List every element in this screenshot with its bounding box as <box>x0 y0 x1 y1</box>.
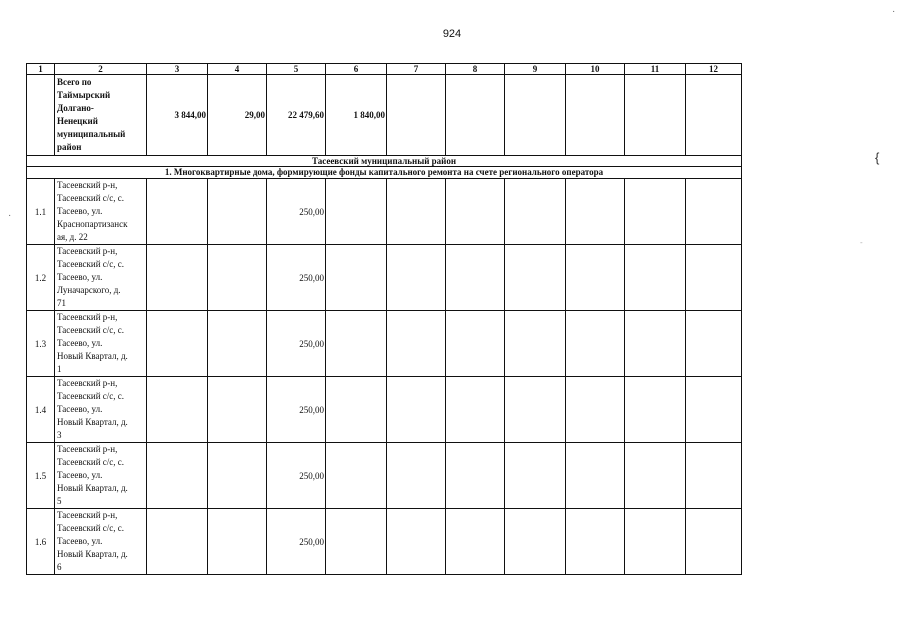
empty-cell <box>326 245 387 311</box>
table-row <box>27 377 742 443</box>
empty-cell <box>147 509 208 575</box>
address-cell <box>55 179 147 245</box>
empty-cell <box>387 245 446 311</box>
total-label-line: Долгано- <box>57 103 94 113</box>
total-value-col12 <box>686 75 742 156</box>
total-label-line: Таймырский <box>57 90 111 100</box>
column-header: 3 <box>147 64 208 75</box>
column-header: 11 <box>625 64 686 75</box>
address-line: 6 <box>57 562 62 572</box>
empty-cell <box>208 245 267 311</box>
empty-cell <box>326 377 387 443</box>
district-title: Тасеевский муниципальный район <box>27 156 742 167</box>
address-cell <box>55 443 147 509</box>
row-number: 1.6 <box>27 509 55 575</box>
row-number: 1.2 <box>27 245 55 311</box>
empty-cell <box>566 245 625 311</box>
empty-cell <box>505 179 566 245</box>
value-col5: 250,00 <box>267 443 326 509</box>
empty-cell <box>147 245 208 311</box>
column-header: 5 <box>267 64 326 75</box>
column-header: 1 <box>27 64 55 75</box>
table-row <box>27 311 742 377</box>
column-header: 2 <box>55 64 147 75</box>
empty-cell <box>446 245 505 311</box>
empty-cell <box>505 311 566 377</box>
address-line: Тасеево, ул. <box>57 470 103 480</box>
empty-cell <box>446 377 505 443</box>
scan-mark: · <box>892 6 896 17</box>
total-label-line: район <box>57 142 82 152</box>
empty-cell <box>625 179 686 245</box>
address-line: Тасеевский р-н, <box>57 246 118 256</box>
empty-cell <box>326 179 387 245</box>
address-line: ая, д. 22 <box>57 232 88 242</box>
empty-cell <box>566 509 625 575</box>
address-line: Новый Квартал, д. <box>57 417 128 427</box>
address-line: Луначарского, д. <box>57 285 121 295</box>
address-line: Тасеевский р-н, <box>57 378 118 388</box>
table-row <box>27 245 742 311</box>
value-col5: 250,00 <box>267 377 326 443</box>
total-row-label <box>55 75 147 156</box>
empty-cell <box>147 443 208 509</box>
empty-cell <box>387 377 446 443</box>
total-value-col10 <box>566 75 625 156</box>
empty-cell <box>147 179 208 245</box>
total-label-line: Всего по <box>57 77 92 87</box>
address-line: Тасеевский р-н, <box>57 510 118 520</box>
empty-cell <box>387 311 446 377</box>
address-line: 71 <box>57 298 66 308</box>
page-number: 924 <box>442 28 462 40</box>
empty-cell <box>387 443 446 509</box>
total-row <box>27 75 742 156</box>
column-header: 9 <box>505 64 566 75</box>
empty-cell <box>446 311 505 377</box>
empty-cell <box>566 179 625 245</box>
address-line: Тасеево, ул. <box>57 536 103 546</box>
value-col5: 250,00 <box>267 311 326 377</box>
row-number: 1.5 <box>27 443 55 509</box>
empty-cell <box>686 245 742 311</box>
address-line: Тасеево, ул. <box>57 338 103 348</box>
address-cell <box>55 377 147 443</box>
empty-cell <box>625 443 686 509</box>
scan-bracket-mark: { <box>875 150 880 165</box>
empty-cell <box>387 509 446 575</box>
total-label-line: Ненецкий <box>57 116 98 126</box>
empty-cell <box>505 245 566 311</box>
empty-cell <box>686 443 742 509</box>
total-value-col6: 1 840,00 <box>326 75 387 156</box>
empty-cell <box>446 443 505 509</box>
address-line: Тасеевский р-н, <box>57 180 118 190</box>
row-number: 1.3 <box>27 311 55 377</box>
address-line: Новый Квартал, д. <box>57 483 128 493</box>
empty-cell <box>625 311 686 377</box>
empty-cell <box>505 377 566 443</box>
row-number: 1.4 <box>27 377 55 443</box>
empty-cell <box>625 245 686 311</box>
section-title: 1. Многоквартирные дома, формирующие фонды капитального ремонта на счете регионального оператора <box>27 167 742 179</box>
row-number: 1.1 <box>27 179 55 245</box>
empty-cell <box>326 443 387 509</box>
empty-cell <box>326 509 387 575</box>
total-value-col3: 3 844,00 <box>147 75 208 156</box>
column-header: 12 <box>686 64 742 75</box>
empty-cell <box>566 443 625 509</box>
column-number-header-row <box>27 64 742 75</box>
total-value-col11 <box>625 75 686 156</box>
empty-cell <box>566 377 625 443</box>
empty-cell <box>147 377 208 443</box>
empty-cell <box>208 311 267 377</box>
total-value-col9 <box>505 75 566 156</box>
address-line: Тасеевский р-н, <box>57 312 118 322</box>
address-cell <box>55 509 147 575</box>
table-row <box>27 443 742 509</box>
address-line: Тасеевский с/с, с. <box>57 259 125 269</box>
empty-cell <box>208 377 267 443</box>
empty-cell <box>208 509 267 575</box>
empty-cell <box>208 179 267 245</box>
section-title-row <box>27 167 742 179</box>
address-line: Тасеевский с/с, с. <box>57 523 125 533</box>
column-header: 7 <box>387 64 446 75</box>
empty-cell <box>208 443 267 509</box>
table-row <box>27 509 742 575</box>
address-line: Новый Квартал, д. <box>57 549 128 559</box>
total-value-col5: 22 479,60 <box>267 75 326 156</box>
address-line: Тасеево, ул. <box>57 404 103 414</box>
total-row-number-cell <box>27 75 55 156</box>
total-value-col8 <box>446 75 505 156</box>
total-label-line: муниципальный <box>57 129 126 139</box>
value-col5: 250,00 <box>267 179 326 245</box>
empty-cell <box>686 311 742 377</box>
empty-cell <box>686 179 742 245</box>
empty-cell <box>326 311 387 377</box>
address-line: Тасеево, ул. <box>57 206 103 216</box>
empty-cell <box>446 179 505 245</box>
column-header: 8 <box>446 64 505 75</box>
value-col5: 250,00 <box>267 509 326 575</box>
empty-cell <box>147 311 208 377</box>
address-line: 1 <box>57 364 62 374</box>
total-value-col4: 29,00 <box>208 75 267 156</box>
scan-mark: · <box>8 210 12 221</box>
district-title-row <box>27 156 742 167</box>
empty-cell <box>686 377 742 443</box>
empty-cell <box>446 509 505 575</box>
capital-repair-table <box>26 63 742 575</box>
empty-cell <box>566 311 625 377</box>
empty-cell <box>505 509 566 575</box>
address-line: 5 <box>57 496 62 506</box>
scan-mark: - <box>860 238 863 247</box>
value-col5: 250,00 <box>267 245 326 311</box>
empty-cell <box>686 509 742 575</box>
table-row <box>27 179 742 245</box>
address-line: 3 <box>57 430 62 440</box>
empty-cell <box>625 377 686 443</box>
empty-cell <box>625 509 686 575</box>
column-header: 4 <box>208 64 267 75</box>
address-cell <box>55 245 147 311</box>
empty-cell <box>387 179 446 245</box>
address-line: Тасеевский с/с, с. <box>57 457 125 467</box>
address-line: Новый Квартал, д. <box>57 351 128 361</box>
empty-cell <box>505 443 566 509</box>
column-header: 10 <box>566 64 625 75</box>
column-header: 6 <box>326 64 387 75</box>
total-value-col7 <box>387 75 446 156</box>
address-line: Краснопартизанск <box>57 219 128 229</box>
address-line: Тасеевский с/с, с. <box>57 193 125 203</box>
address-line: Тасеевский с/с, с. <box>57 325 125 335</box>
address-cell <box>55 311 147 377</box>
address-line: Тасеевский с/с, с. <box>57 391 125 401</box>
address-line: Тасеевский р-н, <box>57 444 118 454</box>
address-line: Тасеево, ул. <box>57 272 103 282</box>
